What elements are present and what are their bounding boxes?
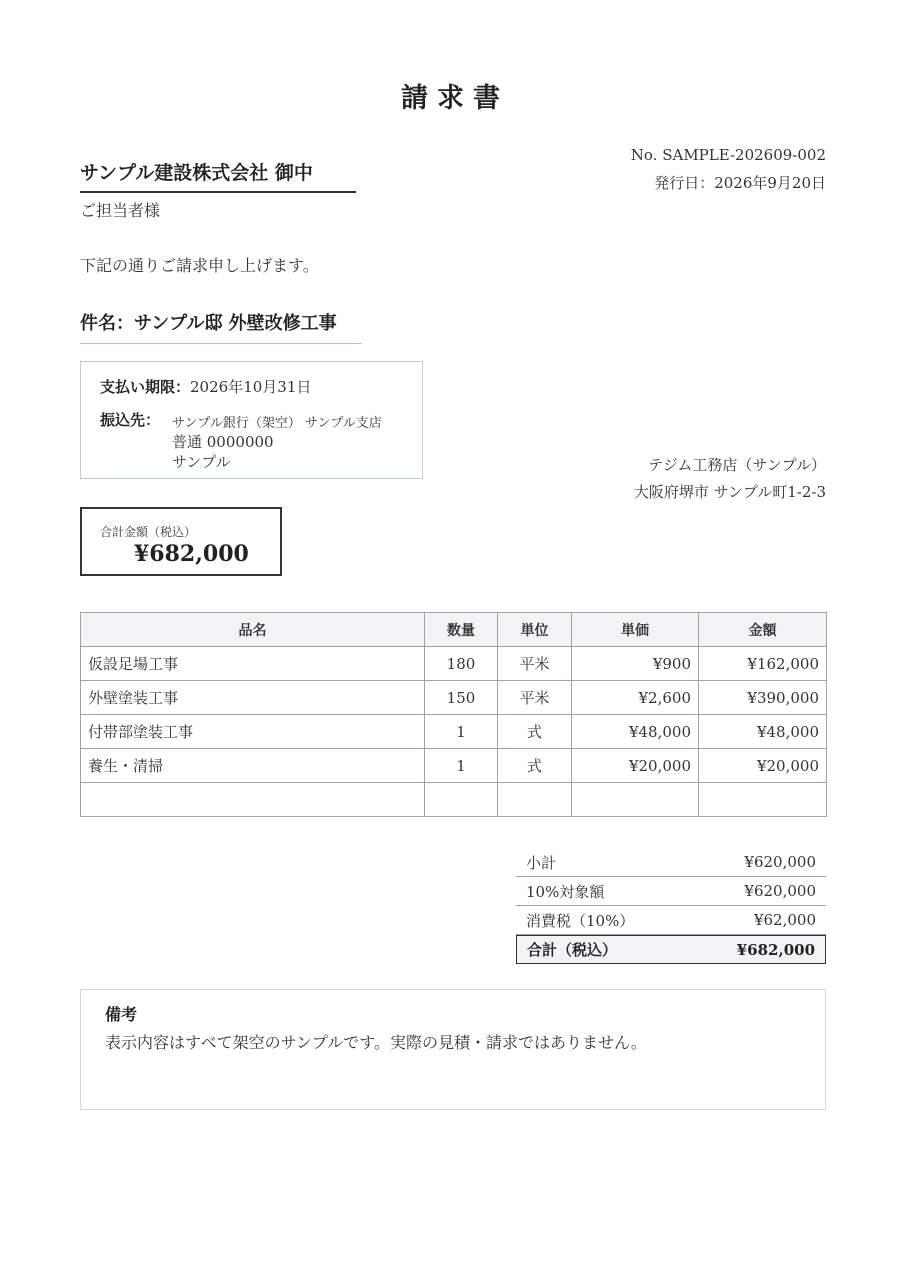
transfer-bank: サンプル銀行（架空） サンプル支店: [172, 416, 382, 431]
taxable-row: [516, 877, 826, 906]
document-title: 請求書: [401, 83, 509, 114]
client-name: サンプル建設株式会社 御中: [80, 158, 356, 193]
item-amount: ¥20,000: [699, 749, 827, 783]
item-quantity: [425, 783, 498, 817]
issuer-name: テジム工務店（サンプル）: [648, 456, 826, 474]
notes-body: 表示内容はすべて架空のサンプルです。実際の見積・請求ではありません。: [105, 1033, 647, 1052]
table-row: [81, 681, 827, 715]
subtotal-row: [516, 848, 826, 877]
grand-total-label: 合計金額（税込）: [100, 525, 197, 539]
item-amount: [699, 783, 827, 817]
table-header-row: [81, 613, 827, 647]
payment-info-box: [80, 361, 423, 479]
payment-due: [100, 376, 311, 397]
notes-box: [80, 989, 826, 1110]
item-quantity: 180: [425, 647, 498, 681]
item-quantity: 150: [425, 681, 498, 715]
item-amount: ¥48,000: [699, 715, 827, 749]
item-unit: 平米: [498, 681, 572, 715]
transfer-account-name: サンプル: [172, 453, 231, 471]
item-unit-price: ¥900: [572, 647, 699, 681]
tax-label: 消費税（10%）: [526, 911, 635, 930]
issue-date: 発行日：2026年9月20日: [654, 174, 826, 192]
item-unit: 平米: [498, 647, 572, 681]
table-row-empty: [81, 783, 827, 817]
item-quantity: 1: [425, 749, 498, 783]
item-unit-price: [572, 783, 699, 817]
subtotal-value: ¥620,000: [744, 853, 816, 871]
item-name: [81, 783, 425, 817]
total-value: ¥682,000: [736, 940, 815, 959]
item-amount: ¥390,000: [699, 681, 827, 715]
item-unit-price: ¥2,600: [572, 681, 699, 715]
taxable-label: 10%対象額: [526, 882, 605, 901]
total-row: [516, 935, 826, 964]
tax-row: [516, 906, 826, 935]
header-unit: 単位: [498, 613, 572, 647]
summary-table: [516, 848, 826, 964]
header-quantity: 数量: [425, 613, 498, 647]
intro-text: 下記の通りご請求申し上げます。: [80, 256, 319, 275]
issuer-address: 大阪府堺市 サンプル町1-2-3: [633, 483, 826, 501]
item-unit: 式: [498, 749, 572, 783]
item-name: 養生・清掃: [81, 749, 425, 783]
item-unit-price: ¥48,000: [572, 715, 699, 749]
transfer-account: 普通 0000000: [172, 433, 274, 451]
total-label: 合計（税込）: [527, 941, 618, 959]
subtotal-label: 小計: [526, 853, 557, 872]
transfer-label: 振込先：: [100, 411, 161, 429]
table-row: [81, 749, 827, 783]
payment-due-value: 2026年10月31日: [190, 378, 312, 396]
header-unit-price: 単価: [572, 613, 699, 647]
grand-total-value: ¥682,000: [134, 541, 249, 567]
header-amount: 金額: [699, 613, 827, 647]
taxable-value: ¥620,000: [744, 882, 816, 900]
header-item: 品名: [81, 613, 425, 647]
item-amount: ¥162,000: [699, 647, 827, 681]
grand-total-box: [80, 507, 282, 576]
item-name: 仮設足場工事: [81, 647, 425, 681]
subject-line: 件名：サンプル邸 外壁改修工事: [80, 309, 362, 344]
document-number: No. SAMPLE-202609-002: [630, 146, 826, 164]
tax-value: ¥62,000: [753, 911, 816, 929]
item-unit: [498, 783, 572, 817]
item-unit-price: ¥20,000: [572, 749, 699, 783]
items-table: [80, 612, 827, 817]
payment-due-label: 支払い期限：: [100, 378, 191, 396]
item-name: 付帯部塗装工事: [81, 715, 425, 749]
item-quantity: 1: [425, 715, 498, 749]
table-row: [81, 715, 827, 749]
client-attention: ご担当者様: [80, 201, 161, 220]
item-unit: 式: [498, 715, 572, 749]
table-row: [81, 647, 827, 681]
notes-heading: 備考: [105, 1005, 138, 1024]
item-name: 外壁塗装工事: [81, 681, 425, 715]
